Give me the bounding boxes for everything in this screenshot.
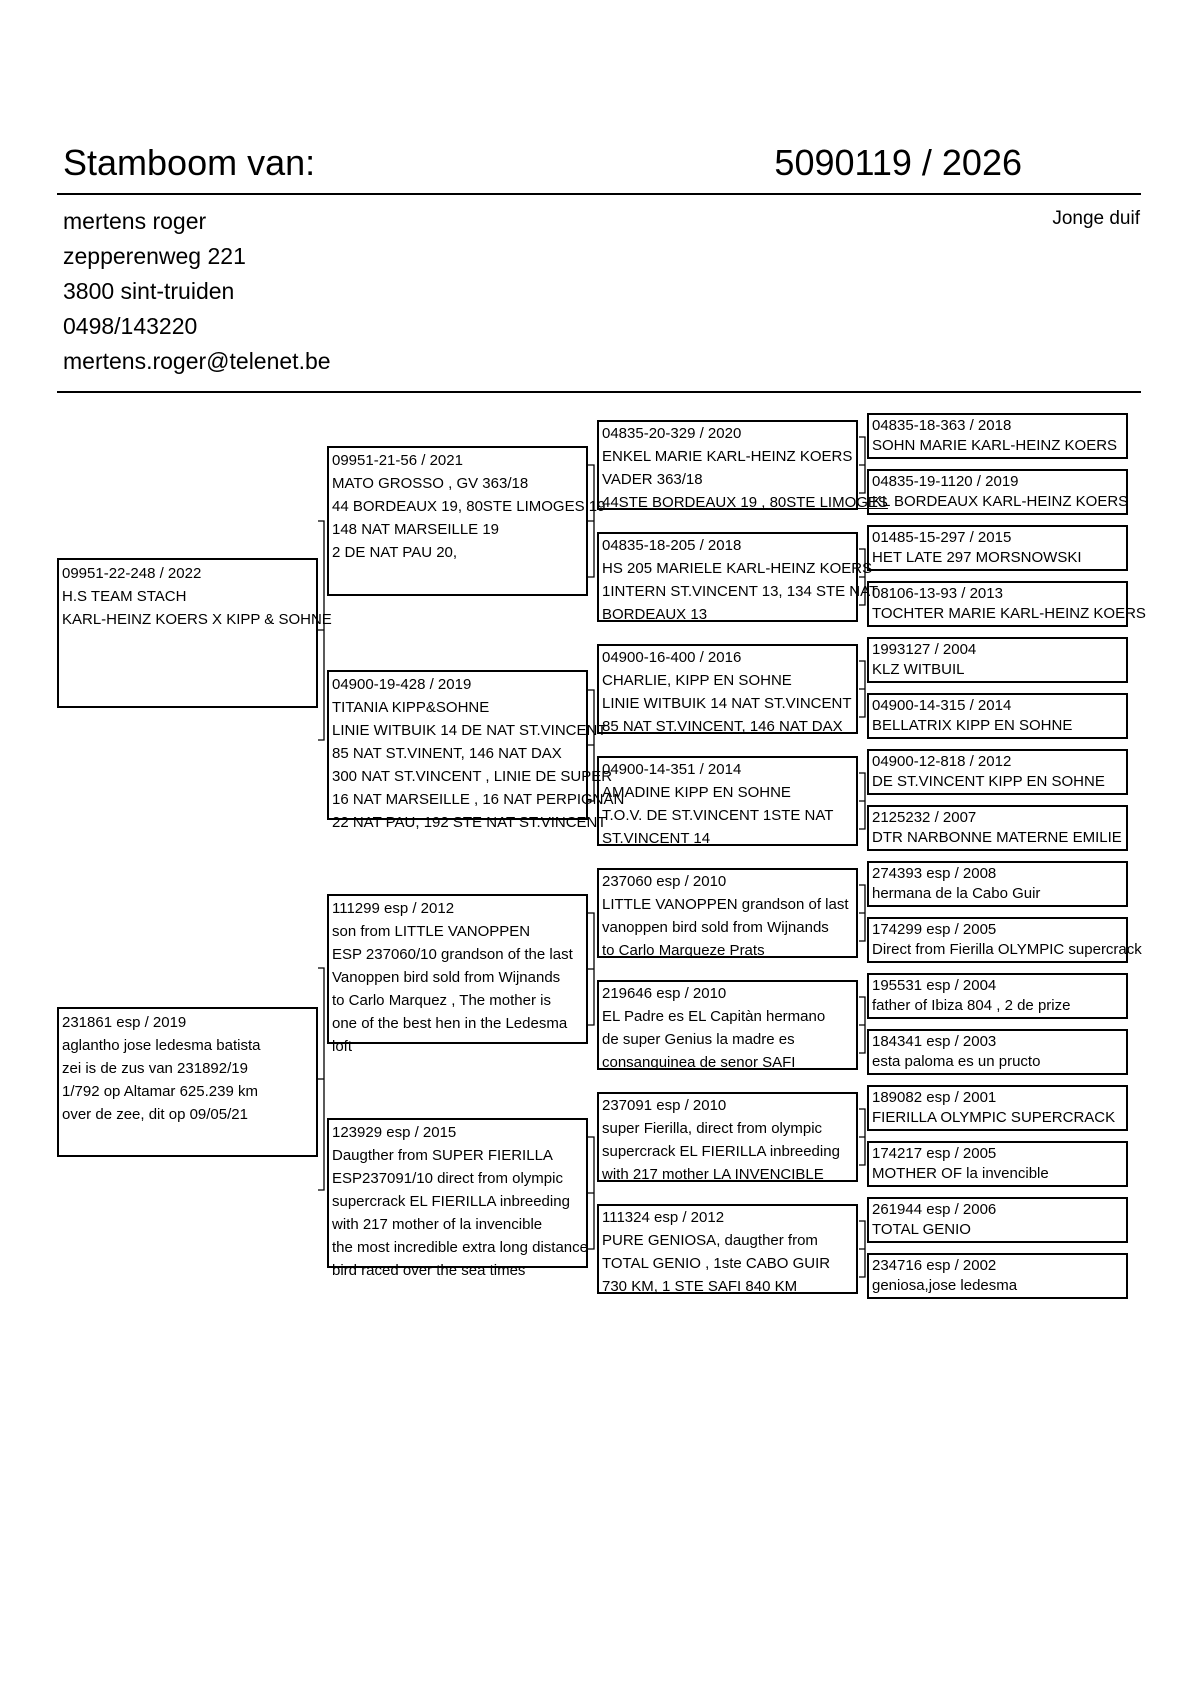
header-divider xyxy=(57,193,1141,195)
gen4-line: TOCHTER MARIE KARL-HEINZ KOERS xyxy=(872,605,1146,622)
gen3-line: LITTLE VANOPPEN grandson of last xyxy=(602,896,849,913)
gen2-details xyxy=(332,673,624,834)
gen4-details xyxy=(872,416,1117,456)
gen4-details xyxy=(872,528,1082,568)
gen3-details xyxy=(602,534,878,626)
dam-line: aglantho jose ledesma batista xyxy=(62,1037,261,1054)
gen2-line: LINIE WITBUIK 14 DE NAT ST.VINCENT xyxy=(332,722,607,739)
owner-street: zepperenweg 221 xyxy=(63,243,246,269)
gen3-details xyxy=(602,1206,830,1298)
gen4-line: esta paloma es un pructo xyxy=(872,1053,1041,1070)
gen4-ring: 04900-14-315 / 2014 xyxy=(872,697,1012,714)
gen2-ring: 09951-21-56 / 2021 xyxy=(332,452,463,469)
gen2-line: son from LITTLE VANOPPEN xyxy=(332,923,531,940)
gen3-line: EL Padre es EL Capitàn hermano xyxy=(602,1008,826,1025)
gen2-line: Vanoppen bird sold from Wijnands xyxy=(332,969,561,986)
gen4-details xyxy=(872,1200,996,1240)
gen2-line: 22 NAT PAU, 192 STE NAT ST.VINCENT xyxy=(332,814,607,831)
gen4-ring: 04835-19-1120 / 2019 xyxy=(872,473,1019,490)
gen3-details xyxy=(602,870,849,962)
gen3-line: CHARLIE, KIPP EN SOHNE xyxy=(602,672,792,689)
dam-line: over de zee, dit op 09/05/21 xyxy=(62,1106,248,1123)
gen3-line: consanguinea de senor SAFI xyxy=(602,1054,796,1071)
gen4-ring: 01485-15-297 / 2015 xyxy=(872,529,1012,546)
gen2-ring: 123929 esp / 2015 xyxy=(332,1124,457,1141)
gen3-line: vanoppen bird sold from Wijnands xyxy=(602,919,829,936)
gen3-ring: 04900-14-351 / 2014 xyxy=(602,761,742,778)
gen3-line: TOTAL GENIO , 1ste CABO GUIR xyxy=(602,1255,831,1272)
gen2-line: to Carlo Marquez , The mother is xyxy=(332,992,551,1009)
gen4-line: HET LATE 297 MORSNOWSKI xyxy=(872,549,1082,566)
gen4-details xyxy=(872,640,976,680)
dam-ring: 231861 esp / 2019 xyxy=(62,1014,187,1031)
gen4-line: MOTHER OF la invencible xyxy=(872,1165,1049,1182)
gen2-line: 16 NAT MARSEILLE , 16 NAT PERPIGNAN xyxy=(332,791,625,808)
dam-line: 1/792 op Altamar 625.239 km xyxy=(62,1083,258,1100)
gen3-line: PURE GENIOSA, daugther from xyxy=(602,1232,818,1249)
owner-name: mertens roger xyxy=(63,208,207,234)
gen3-line: VADER 363/18 xyxy=(602,471,703,488)
gen4-ring: 189082 esp / 2001 xyxy=(872,1089,997,1106)
gen3-line: T.O.V. DE ST.VINCENT 1STE NAT xyxy=(602,807,834,824)
gen3-line: LINIE WITBUIK 14 NAT ST.VINCENT xyxy=(602,695,852,712)
gen4-details xyxy=(872,1032,1040,1072)
dam-line: zei is de zus van 231892/19 xyxy=(62,1060,248,1077)
gen3-ring: 111324 esp / 2012 xyxy=(602,1209,725,1226)
gen4-line: TOTAL GENIO xyxy=(872,1221,971,1238)
gen4-line: geniosa,jose ledesma xyxy=(872,1277,1018,1294)
sire-details xyxy=(62,562,332,631)
gen4-details xyxy=(872,584,1146,624)
gen3-details xyxy=(602,758,833,850)
gen2-line: MATO GROSSO , GV 363/18 xyxy=(332,475,529,492)
address-divider xyxy=(57,391,1141,393)
gen2-line: ESP 237060/10 grandson of the last xyxy=(332,946,573,963)
gen3-line: BORDEAUX 13 xyxy=(602,606,708,623)
page-title: Stamboom van: xyxy=(63,142,316,183)
gen3-line: 1INTERN ST.VINCENT 13, 134 STE NAT xyxy=(602,583,879,600)
gen3-line: de super Genius la madre es xyxy=(602,1031,795,1048)
gen2-ring: 111299 esp / 2012 xyxy=(332,900,455,917)
gen4-ring: 08106-13-93 / 2013 xyxy=(872,585,1003,602)
gen3-line: 85 NAT ST.VINCENT, 146 NAT DAX xyxy=(602,718,843,735)
gen2-details xyxy=(332,449,605,564)
gen4-details xyxy=(872,696,1072,736)
gen4-ring: 174299 esp / 2005 xyxy=(872,921,997,938)
gen2-line: 44 BORDEAUX 19, 80STE LIMOGES 19 xyxy=(332,498,606,515)
gen3-line: with 217 mother LA INVENCIBLE xyxy=(602,1166,824,1183)
gen4-ring: 04835-18-363 / 2018 xyxy=(872,417,1012,434)
gen4-ring: 174217 esp / 2005 xyxy=(872,1145,997,1162)
gen4-line: FIERILLA OLYMPIC SUPERCRACK xyxy=(872,1109,1116,1126)
owner-phone: 0498/143220 xyxy=(63,313,198,339)
gen2-ring: 04900-19-428 / 2019 xyxy=(332,676,472,693)
pigeon-status: Jonge duif xyxy=(1052,208,1140,229)
gen2-line: 148 NAT MARSEILLE 19 xyxy=(332,521,500,538)
gen3-line: ST.VINCENT 14 xyxy=(602,830,711,847)
gen2-line: supercrack EL FIERILLA inbreeding xyxy=(332,1193,570,1210)
gen3-line: supercrack EL FIERILLA inbreeding xyxy=(602,1143,840,1160)
gen4-line: Direct from Fierilla OLYMPIC supercrack xyxy=(872,941,1142,958)
gen4-details xyxy=(872,920,1142,960)
gen2-line: the most incredible extra long distance xyxy=(332,1239,588,1256)
gen4-details xyxy=(872,976,1070,1016)
gen4-line: hermana de la Cabo Guir xyxy=(872,885,1041,902)
gen3-line: HS 205 MARIELE KARL-HEINZ KOERS xyxy=(602,560,873,577)
gen4-line: DE ST.VINCENT KIPP EN SOHNE xyxy=(872,773,1105,790)
gen4-ring: 234716 esp / 2002 xyxy=(872,1257,997,1274)
gen4-ring: 2125232 / 2007 xyxy=(872,809,977,826)
sire-line: KARL-HEINZ KOERS X KIPP & SOHNE xyxy=(62,611,332,628)
gen4-line: DTR NARBONNE MATERNE EMILIE xyxy=(872,829,1122,846)
gen2-line: 2 DE NAT PAU 20, xyxy=(332,544,458,561)
gen4-ring: 1993127 / 2004 xyxy=(872,641,977,658)
owner-city: 3800 sint-truiden xyxy=(63,278,235,304)
gen2-line: with 217 mother of la invencible xyxy=(332,1216,543,1233)
gen2-line: loft xyxy=(332,1038,353,1055)
gen2-line: Daugther from SUPER FIERILLA xyxy=(332,1147,553,1164)
gen4-line: father of Ibiza 804 , 2 de prize xyxy=(872,997,1071,1014)
gen3-ring: 04835-18-205 / 2018 xyxy=(602,537,742,554)
gen4-line: KL BORDEAUX KARL-HEINZ KOERS xyxy=(872,493,1129,510)
gen3-line: 44STE BORDEAUX 19 , 80STE LIMOGES xyxy=(602,494,888,511)
gen4-details xyxy=(872,752,1105,792)
gen4-details xyxy=(872,1144,1049,1184)
gen4-line: BELLATRIX KIPP EN SOHNE xyxy=(872,717,1073,734)
gen2-line: one of the best hen in the Ledesma xyxy=(332,1015,568,1032)
gen3-ring: 04835-20-329 / 2020 xyxy=(602,425,742,442)
gen3-line: to Carlo Marqueze Prats xyxy=(602,942,765,959)
gen2-line: bird raced over the sea times xyxy=(332,1262,526,1279)
gen3-details xyxy=(602,646,852,738)
gen2-line: 300 NAT ST.VINCENT , LINIE DE SUPER xyxy=(332,768,613,785)
gen3-line: ENKEL MARIE KARL-HEINZ KOERS xyxy=(602,448,853,465)
gen4-ring: 04900-12-818 / 2012 xyxy=(872,753,1012,770)
gen3-line: AMADINE KIPP EN SOHNE xyxy=(602,784,791,801)
gen4-details xyxy=(872,1088,1115,1128)
gen2-details xyxy=(332,897,573,1058)
dam-details xyxy=(62,1011,260,1126)
gen3-details xyxy=(602,1094,840,1186)
gen4-details xyxy=(872,808,1122,848)
gen2-line: 85 NAT ST.VINENT, 146 NAT DAX xyxy=(332,745,562,762)
gen2-line: TITANIA KIPP&SOHNE xyxy=(332,699,490,716)
pigeon-ring-number: 5090119 / 2026 xyxy=(774,142,1022,183)
gen3-ring: 04900-16-400 / 2016 xyxy=(602,649,742,666)
gen4-ring: 195531 esp / 2004 xyxy=(872,977,997,994)
sire-ring: 09951-22-248 / 2022 xyxy=(62,565,202,582)
gen2-details xyxy=(332,1121,588,1282)
gen4-details xyxy=(872,472,1128,512)
gen3-ring: 237091 esp / 2010 xyxy=(602,1097,727,1114)
gen3-ring: 219646 esp / 2010 xyxy=(602,985,727,1002)
gen4-ring: 261944 esp / 2006 xyxy=(872,1201,997,1218)
gen4-line: KLZ WITBUIL xyxy=(872,661,965,678)
gen4-line: SOHN MARIE KARL-HEINZ KOERS xyxy=(872,437,1118,454)
gen3-details xyxy=(602,422,888,514)
gen4-details xyxy=(872,864,1040,904)
gen3-details xyxy=(602,982,825,1074)
owner-email: mertens.roger@telenet.be xyxy=(63,348,331,374)
gen4-details xyxy=(872,1256,1017,1296)
gen2-line: ESP237091/10 direct from olympic xyxy=(332,1170,563,1187)
gen3-line: 730 KM, 1 STE SAFI 840 KM xyxy=(602,1278,798,1295)
gen4-ring: 184341 esp / 2003 xyxy=(872,1033,997,1050)
gen4-ring: 274393 esp / 2008 xyxy=(872,865,997,882)
gen3-line: super Fierilla, direct from olympic xyxy=(602,1120,823,1137)
sire-line: H.S TEAM STACH xyxy=(62,588,187,605)
gen3-ring: 237060 esp / 2010 xyxy=(602,873,727,890)
